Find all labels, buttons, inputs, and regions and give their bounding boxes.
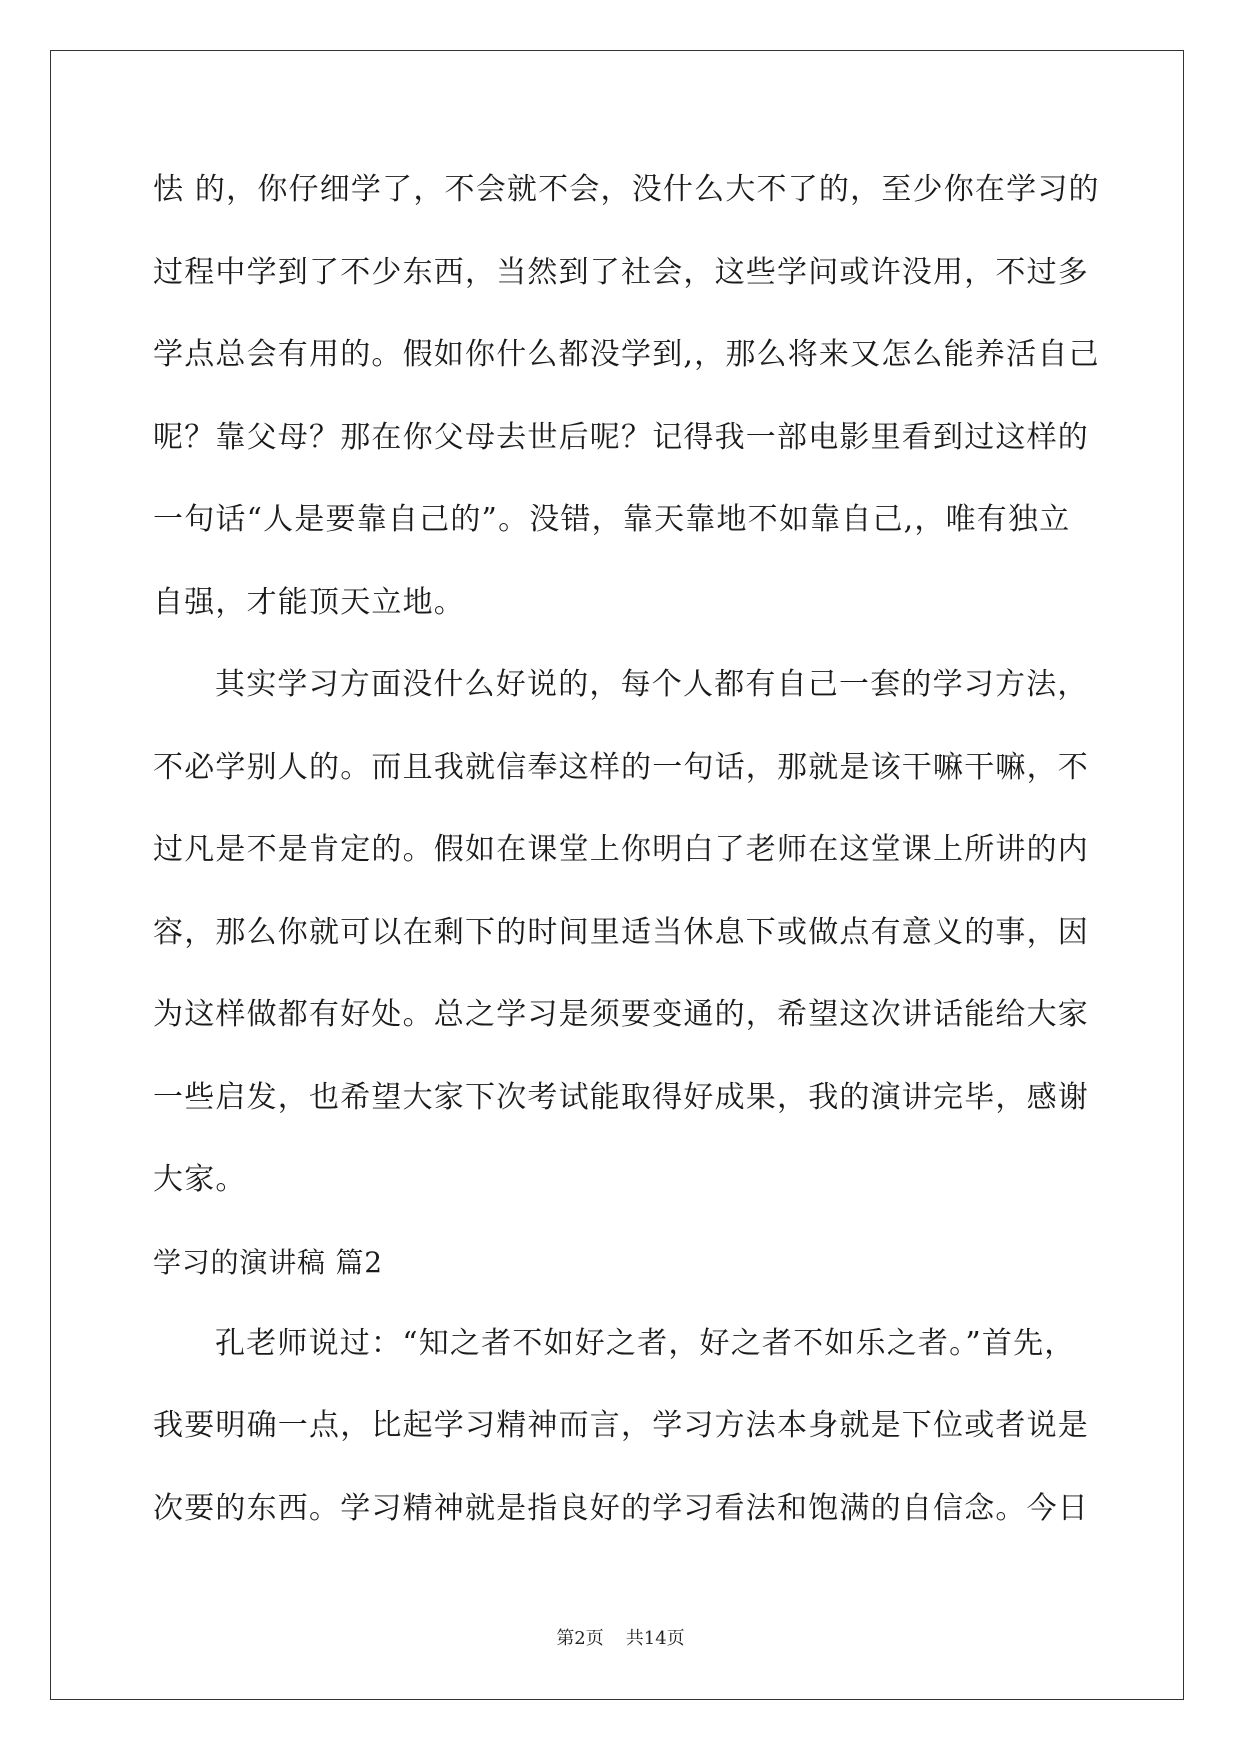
page-footer bbox=[0, 1624, 1241, 1650]
paragraph-1-line-1: 怯 的，你仔细学了，不会就不会，没什么大不了的，至少你在学习的 bbox=[153, 172, 1100, 207]
paragraph-3-line-1: 孔老师说过：“知之者不如好之者，好之者不如乐之者。”首先， bbox=[215, 1325, 1076, 1361]
paragraph-2-line-7: 大家。 bbox=[153, 1162, 247, 1197]
paragraph-1-line-6: 自强，才能顶天立地。 bbox=[153, 584, 465, 620]
paragraph-2-line-6: 一些启发，也希望大家下次考试能取得好成果，我的演讲完毕，感谢 bbox=[153, 1079, 1089, 1115]
section-heading: 学习的演讲稿 篇2 bbox=[153, 1245, 383, 1279]
paragraph-3-line-3: 次要的东西。学习精神就是指良好的学习看法和饱满的自信念。今日 bbox=[153, 1490, 1089, 1526]
document-body bbox=[153, 158, 1100, 1559]
paragraph-2-line-5: 为这样做都有好处。总之学习是须要变通的，希望这次讲话能给大家 bbox=[153, 997, 1089, 1032]
paragraph-3-line-2: 我要明确一点，比起学习精神而言，学习方法本身就是下位或者说是 bbox=[153, 1408, 1089, 1443]
paragraph-1-line-4: 呢？靠父母？那在你父母去世后呢？记得我一部电影里看到过这样的 bbox=[153, 419, 1089, 455]
paragraph-2-line-1: 其实学习方面没什么好说的，每个人都有自己一套的学习方法， bbox=[215, 667, 1089, 702]
paragraph-2-line-4: 容，那么你就可以在剩下的时间里适当休息下或做点有意义的事，因 bbox=[153, 914, 1089, 950]
paragraph-1-line-3: 学点总会有用的。假如你什么都没学到,，那么将来又怎么能养活自己 bbox=[153, 337, 1100, 372]
paragraph-1-line-2: 过程中学到了不少东西，当然到了社会，这些学问或许没用，不过多 bbox=[153, 254, 1089, 290]
paragraph-1-line-5: 一句话“人是要靠自己的”。没错，靠天靠地不如靠自己,，唯有独立 bbox=[153, 502, 1071, 537]
page-number-total: 共14页 bbox=[625, 1628, 685, 1649]
paragraph-2-line-3: 过凡是不是肯定的。假如在课堂上你明白了老师在这堂课上所讲的内 bbox=[153, 832, 1089, 867]
paragraph-2-line-2: 不必学别人的。而且我就信奉这样的一句话，那就是该干嘛干嘛，不 bbox=[153, 749, 1089, 785]
page-number-current: 第2页 bbox=[556, 1628, 604, 1649]
